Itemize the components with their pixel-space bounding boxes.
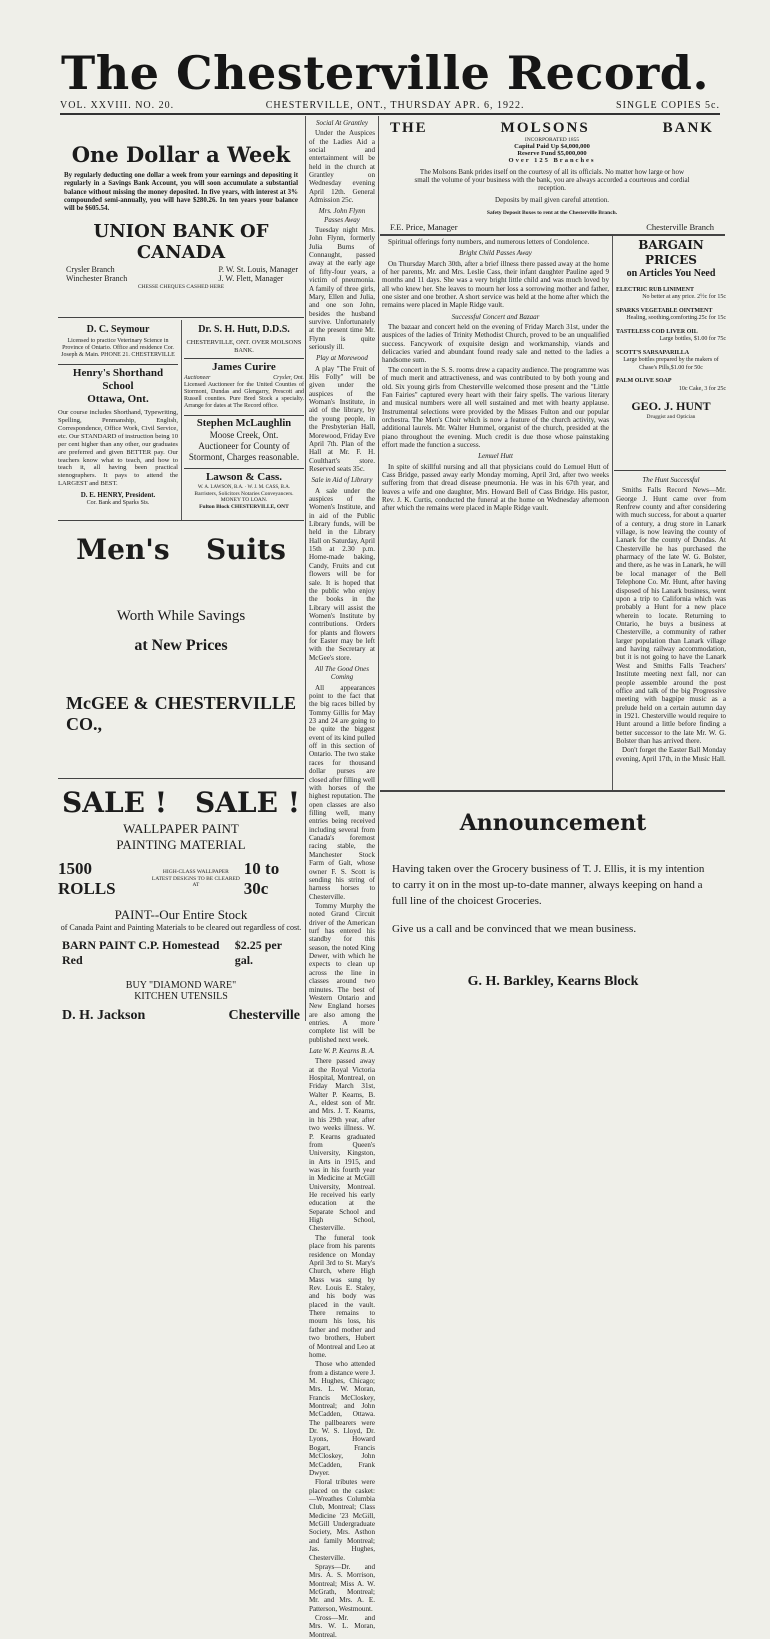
news-paragraph: On Thursday March 30th, after a brief illness there passed away at the home of her parents, Mr. and Mrs. Leslie Cass, their infant daughter Pauline aged 9 months and 11 days. She was a very bright little child and was much loved by all who knew her. She leaves to mourn her loss a sorrowing mother and father, one sister and one brother. A short service was held at the home after which the remains were placed in Maple Ridge vault.	[382, 259, 609, 310]
sale-barn-price: $2.25 per gal.	[234, 938, 282, 967]
grocery-announcement	[382, 794, 724, 1019]
bargain-item-4: SCOTT'S SARSAPARILLA	[616, 349, 690, 356]
news-heading: The Hunt Successful	[642, 476, 700, 484]
news-paragraph: Under the Auspices of the Ladies Aid a social and entertainment will be held in the church at Grantley on Wednesday evening April 12th. General Admission 25c.	[309, 129, 375, 205]
bargain-item-3: TASTELESS COD LIVER OIL	[616, 328, 698, 335]
announcement-signer: G. H. Barkley, Kearns Block	[467, 973, 639, 989]
henry-president: D. E. HENRY, President.	[80, 491, 156, 500]
molsons-incorporated: INCORPORATED 1855	[524, 137, 580, 143]
news-paragraph: Don't forget the Easter Ball Monday evening, April 17th, in the Music Hall.	[616, 746, 726, 763]
lawson-names: W. A. LAWSON, B.A. · W. J. M. CASS, B.A.	[197, 484, 291, 490]
bank-headline: One Dollar a Week	[71, 142, 291, 167]
news-paragraph: Smiths Falls Record News—Mr. George J. Hunt came over from Renfrew county and after considering with much success, for about a quarter of a century, a drug store in Lanark village, is now leaving the county of Lanark for the county of Dundas. At Chesterville he has purchased the pharmacy of the late W. G. Bolster, and there, as he was in Lanark, he will be local manager of the Bell Telephone Co. Mr. Hunt, after having disposed of his Lanark business, went upon a trip to California which was probably a Hunt for a new place wherein to locate. Returning to Ontario, he buys a business at Chesterville, a community of rather larger population than Lanark village and having railway accommodation, but it is not going to have the Lanark West and Smiths Falls Teachers' Institute meeting next fall, nor can people assemble around the post office and talk of the big Progressive meeting with bagpipe music as a prelude held on a certain autumn day in 1921. Chesterville would require to Hunt around a little before finding a better successor to the late Mr. W. G. Bolster than has arrived there.	[616, 486, 726, 746]
sale-seller-town: Chesterville	[228, 1008, 300, 1023]
curran-place: Crysler, Ont.	[273, 374, 304, 381]
henry-place: Ottawa, Ont.	[87, 392, 149, 405]
mens-suits-ad	[58, 523, 304, 778]
card-column-right	[184, 320, 304, 510]
bank-branches	[66, 265, 298, 283]
news-paragraph: Tuesday night Mrs. John Flynn, formerly Julia Burns of Connaught, passed away at the early age of fifty-four years, a victim of pneumonia. A family of three girls, Mary, Ellen and Julia, and one son John, besides the husband survive. Unfortunately at the present time Mr. Flynn is quite seriously ill.	[309, 225, 375, 352]
lawson-role: Barristers, Solicitors Notaries Conveyancers.	[194, 490, 294, 497]
suits-line2: Suits	[205, 533, 286, 566]
news-paragraph: Cross—Mr. and Mrs. W. L. Moran, Montreal.	[309, 1614, 375, 1639]
copy-price: SINGLE COPIES 5c.	[616, 100, 720, 111]
molsons-reserve: Reserve Fund $5,000,000	[517, 150, 587, 157]
divider	[58, 778, 304, 779]
molsons-deposits: Deposits by mail given careful attention.	[495, 196, 609, 204]
news-heading: Mrs. John Flynn Passes Away	[318, 207, 366, 224]
news-paragraph: In spite of skillful nursing and all that physicians could do Lemuel Hutt of Cass Bridge, passed away early Monday morning, April 3rd, after two weeks suffering from that dread disease pneumonia. He was in his 67th year, and leaves a wife and one daughter, Mrs. Howard Bell of Cass Bridge. His pastor, Rev. J. K. Curtis, conducted the funeral at the home on Wednesday afternoon after which the remains were placed in Maple Ridge vault.	[382, 462, 609, 513]
volume-number: VOL. XXVIII. NO. 20.	[60, 100, 175, 111]
news-heading: Sale in Aid of Library	[311, 476, 373, 485]
news-heading: Lemuel Hutt	[478, 452, 513, 461]
announcement-body2: Give us a call and be convinced that we mean business.	[392, 922, 637, 935]
curran-role: Auctioneer	[184, 374, 211, 381]
suits-line4: at New Prices	[134, 637, 228, 654]
news-paragraph: Floral tributes were placed on the casket:—Wreathes Columbia Club, Montreal; Class Medicine '23 McGill, McGill Undergraduate Society, Mrs. Asthon and family Montreal; Jas. Hughes, Chesterville.	[309, 1478, 375, 1562]
sale-barn-paint: BARN PAINT C.P. Homestead Red	[62, 938, 220, 967]
column-divider	[305, 116, 306, 1021]
hutt-name: Dr. S. H. Hutt, D.D.S.	[198, 324, 290, 335]
bargain-item-4-desc: Large bottles prepared by the makers of Chase's Pills,$1.00 for 50c	[623, 357, 719, 371]
news-paragraph: Spiritual offerings forty numbers, and numerous letters of Condolence.	[388, 238, 590, 246]
divider	[58, 520, 304, 521]
druggist-name: GEO. J. HUNT	[631, 399, 711, 413]
bargain-subtitle: on Articles You Need	[626, 268, 716, 279]
news-paragraph: There passed away at the Royal Victoria Hospital, Montreal, on Friday March 31st, Walter P. Kearns, B. A., eldest son of Mr. and Mrs. J. T. Kearns, in his 29th year, after two weeks illness. W. P. Kearns graduated from Queen's University, Kingston, in Arts in 1915, and was in his fourth year in Medicine at McGill University, Montreal. He received his early education at the Separate School and High School, Chesterville.	[309, 1057, 375, 1233]
bargain-item-2-desc: Healing, soothing,comforting.25c for 15c	[626, 315, 726, 321]
masthead-title: The Chesterville Record.	[61, 46, 709, 100]
news-paragraph: The concert in the S. S. rooms drew a capacity audience. The programme was of much merit and attractiveness, and was contributed to by both young and old. Six young girls from Chesterville welcomed those present and the "Little Fan Fairies" captured every heart with their fairy spells. The various literary and musical numbers were all well sustained and met with hearty applause. Instrumental selections were provided by the Misses Fulton and our popular orchestra. The Men's Choir which is now a feature of the church activity, was additional laurels. Mr. Walter Hummel, organist of the church, presided at the piano throughout the evening. Much credit is due those whose painstaking effort made the function a success.	[382, 365, 609, 450]
announcement-body: Having taken over the Grocery business of T. J. Ellis, it is my intention to carry it on in the most up-to-date manner, always keeping on hand a full line of the choicest Groceries.	[392, 863, 705, 907]
molsons-capital: Capital Paid Up $4,000,000	[514, 143, 590, 150]
sale-line1: WALLPAPER PAINT	[123, 821, 239, 836]
bargain-title: BARGAIN PRICES	[638, 238, 704, 267]
molsons-safety: Safety Deposit Boxes to rent at the Chesterville Branch.	[486, 210, 618, 216]
news-paragraph: All appearances point to the fact that the big races billed by Tommy Gillis for May 23 and 24 are going to be quite the biggest event of its kind pulled off in this section of Ontario. The two stake races for thousand dollar purses are closed after filling well with horses of the highest reputation. The open classes are also filling well, many entries being received including several from Canada's foremost racing stable, the Manchester Stock Farm of Galt, whose owner F. S. Scott is sending his string of harness horses to Chesterville.	[309, 683, 375, 901]
sale-rolls-price: 10 to 30c	[243, 859, 280, 898]
sale-rolls-small2: LATEST DESIGNS TO BE CLEARED AT	[151, 875, 240, 889]
sale-buy-1: BUY "DIAMOND WARE"	[125, 980, 237, 991]
column-divider	[181, 320, 182, 520]
news-heading: All The Good Ones Coming	[315, 665, 369, 682]
news-paragraph: A sale under the auspices of the Women's Institute, and in aid of the Public Library funds, will be held in the Library Hall on Saturday, April 15th at 2.30 p.m. Home-made baking, Candy, Fruits and cut flowers will be for sale. It is hoped that the public who enjoy the books in the Library will assist the Women's Institute by contributions. Orders for plants and flowers for Easter may be left with the Secretary at McGee's store.	[309, 486, 375, 662]
suits-line3: Worth While Savings	[116, 608, 246, 624]
union-bank-ad	[58, 120, 304, 291]
card-column-left	[58, 320, 178, 507]
news-heading: Social At Grantley	[316, 119, 368, 127]
molsons-bank: BANK	[662, 120, 714, 136]
henry-address: Cor. Bank and Sparks Sts.	[86, 499, 150, 506]
molsons-name: MOLSONS	[500, 120, 590, 136]
bargain-item-5: PALM OLIVE SOAP	[616, 378, 672, 384]
news-heading: Bright Child Passes Away	[459, 249, 532, 258]
hutt-text: CHESTERVILLE, ONT. OVER MOLSONS BANK.	[186, 339, 302, 354]
sale-rolls: 1500 ROLLS	[58, 859, 116, 898]
manager-winchester: J. W. Flett, Manager	[218, 274, 284, 284]
divider	[614, 470, 726, 471]
branch-winchester: Winchester Branch	[66, 274, 128, 284]
bargain-item-5-desc: 10c Cake, 3 for 25c	[678, 385, 726, 392]
news-column-4	[382, 238, 609, 788]
molsons-the: THE	[390, 120, 428, 136]
sale-right: SALE !	[194, 786, 300, 819]
bank-name: UNION BANK OF CANADA	[93, 221, 269, 264]
sale-rolls-small1: HIGH-CLASS WALLPAPER	[162, 869, 229, 876]
seymour-name: D. C. Seymour	[86, 324, 150, 335]
bank-body: By regularly deducting one dollar a week from your earnings and depositing it regularly in a Savings Bank Account, you will soon accumulate a substantial balance without missing the money deposited. In five years, with interest at 3% compounded semi-annually, you will have $280.26. In ten years your balance will be $605.54.	[64, 172, 298, 213]
news-heading: Play at Morewood	[316, 354, 368, 363]
druggist-role: Druggist and Optician	[646, 414, 696, 420]
molsons-branches: Over 125 Branches	[508, 157, 596, 164]
seymour-text: Licensed to practice Veterinary Science in Province of Ontario. Office and residence Cor. Joseph & Main. PHONE 21. CHESTERVILLE	[61, 338, 175, 359]
henry-text: Our course includes Shorthand, Typewriting, Spelling, Penmanship, English, Correspondence, Office Work, Civil Service, etc. Our STANDARD of instruction being 10 per cent higher than any other, our graduates are preferred and given BETTER pay. Our teachers know what to teach, and how to teach it, all having been practical stenographers. It pays to attend the LARGEST and BEST.	[58, 409, 178, 488]
curran-name: James Curire	[212, 361, 276, 374]
mclaughlin-place: Moose Creek, Ont.	[209, 430, 279, 441]
molsons-bank-ad	[382, 118, 722, 233]
divider	[380, 234, 725, 236]
hunt-article	[616, 473, 726, 788]
branch-crysler: Crysler Branch	[66, 265, 115, 275]
bargain-item-3-desc: Large bottles, $1.00 for 75c	[659, 336, 726, 342]
news-paragraph: Sprays—Dr. and Mrs. A. S. Morrison, Montreal; Miss A. W. McGrath, Montreal; Mr. and Mrs. A. E. Patterson, Westmount.	[309, 1562, 375, 1613]
sale-buy-2: KITCHEN UTENSILS	[134, 991, 228, 1002]
sale-paint-head: PAINT--Our Entire Stock	[114, 907, 248, 922]
sale-left: SALE !	[62, 786, 168, 819]
announcement-title: Announcement	[459, 810, 647, 836]
sale-seller: D. H. Jackson	[62, 1008, 146, 1023]
news-column-3	[309, 116, 375, 1639]
suits-town: CHESTERVILLE	[154, 693, 296, 713]
curran-text: Licensed Auctioneer for the United Counties of Stormont, Dundas and Glengarry, Prescott and Russell counties. Pure Bred Stock a specialty. Arrange for dates at The Record office.	[184, 381, 304, 410]
sale-paint-text: of Canada Paint and Painting Materials to be cleared out regardless of cost.	[60, 923, 302, 932]
news-paragraph: The bazaar and concert held on the evening of Friday March 31st, under the auspices of the ladies of Trinity Methodist Church, proved to be an unqualified success. Fancywork of exquisite design and workmanship, viands and delicacies varied and abundant found ready sale and netted to the ladies a handsome sum.	[382, 323, 609, 365]
news-paragraph: Tommy Murphy the noted Grand Circuit driver of the American turf has entered his standby for this season, the noted King Dewer, with which he expects to clean up across the line in classes around two minutes. The best of Western Ontario and New England horses are also among the entries. A more complete list will be published next week.	[309, 901, 375, 1044]
news-heading: Late W. P. Kearns B. A.	[309, 1047, 375, 1056]
bargain-item-2: SPARKS VEGETABLE OINTMENT	[616, 307, 713, 314]
sale-line2: PAINTING MATERIAL	[116, 837, 246, 852]
suits-merchant: McGEE & CO.,	[66, 693, 149, 734]
column-divider	[612, 235, 613, 790]
molsons-manager: F.E. Price, Manager	[390, 222, 458, 232]
news-paragraph: The funeral took place from his parents residence on Monday April 3rd to St. Mary's Church, where High Mass was sung by Rev. Louis E. Staley, and his body was placed in the vault. There remains to mourn his loss, his father and mother and two brothers, Hubert of Montreal and Leo at home.	[309, 1233, 375, 1359]
lawson-money: MONEY TO LOAN.	[220, 497, 268, 504]
bargain-prices-ad	[616, 238, 726, 468]
lawson-address: Fulton Block CHESTERVILLE, ONT	[199, 503, 289, 510]
molsons-branch: Chesterville Branch	[646, 222, 714, 232]
bank-footer: CHESSE CHEQUES CASHED HERE	[137, 284, 225, 291]
wallpaper-sale-ad	[58, 782, 304, 1023]
news-heading: Successful Concert and Bazaar	[451, 312, 540, 321]
news-paragraph: Those who attended from a distance were J. M. Hughes, Chicago; Mrs. L. W. Moran, Francis McCloskey, Montreal; and John McCadden, Ottawa. The pallbearers were Dr. W. S. Lloyd, Dr. Lyons, Howard Bogart, Francis McCloskey, John McCadden, Frank Dwyer.	[309, 1360, 375, 1477]
place-date: CHESTERVILLE, ONT., THURSDAY APR. 6, 1922.	[265, 100, 525, 111]
mclaughlin-name: Stephen McLaughlin	[196, 417, 292, 429]
lawson-name: Lawson & Cass.	[205, 471, 283, 484]
column-divider	[378, 116, 379, 1021]
news-paragraph: A play "The Fruit of His Folly" will be given under the auspices of the Woman's Institute, in aid of the library, by the young people, in the Presbyterian Hall, Morewood, Friday Eve April 7th. Plan of the Hall at Mr. F. H. Coulthart's store. Reserved seats 35c.	[309, 364, 375, 473]
bargain-item-1-desc: No better at any price. 2½c for 15c	[642, 294, 726, 300]
mclaughlin-text: Auctioneer for County of Stormont, Charges reasonable.	[188, 440, 300, 462]
suits-line1: Men's	[76, 533, 170, 566]
divider	[380, 790, 725, 792]
henry-name: Henry's Shorthand School	[72, 366, 164, 392]
divider	[58, 317, 304, 318]
molsons-body: The Molsons Bank prides itself on the courtesy of all its officials. No matter how large or how small the volume of your business with the bank, you are always accorded a courteous and cordial reception.	[414, 168, 690, 192]
dateline	[60, 100, 720, 115]
manager-crysler: P. W. St. Louis, Manager	[218, 265, 298, 275]
bargain-item-1: ELECTRIC RUB LINIMENT	[616, 286, 695, 293]
